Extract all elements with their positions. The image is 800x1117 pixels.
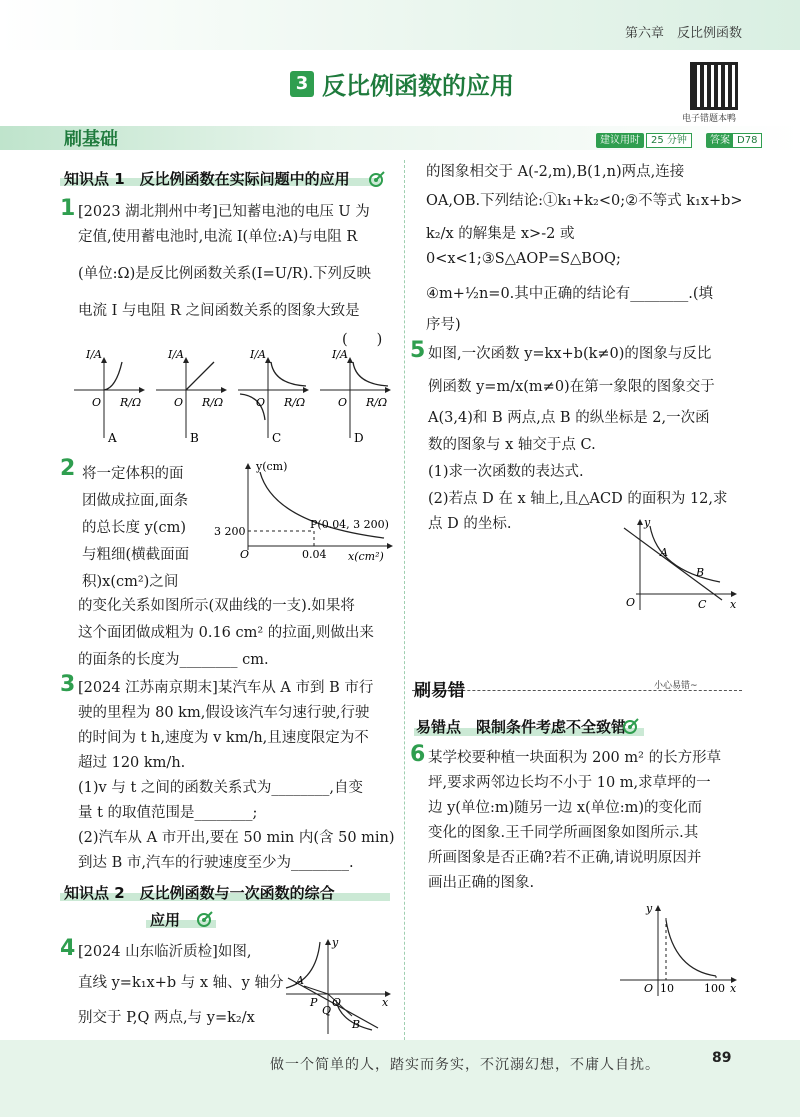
- q3-text: [78, 676, 402, 876]
- q3-line: 的时间为 t h,速度为 v km/h,且速度限定为不: [78, 730, 369, 746]
- q2-graph: [214, 458, 400, 564]
- y-axis-label: y: [644, 516, 651, 529]
- q1-line: [2023 湖北荆州中考]已知蓄电池的电压 U 为: [78, 204, 370, 220]
- q2-line: 的变化关系如图所示(双曲线的一支).如果将: [78, 598, 355, 614]
- chapter-title: 第六章 反比例函数: [624, 26, 742, 41]
- target-icon: [622, 717, 640, 735]
- x-axis-label: R/Ω: [202, 396, 224, 409]
- q4-line: ④m+½n=0.其中正确的结论有________.(填: [426, 286, 714, 302]
- section2-deco: 小心易错~: [654, 681, 698, 691]
- q5-line: (1)求一次函数的表达式.: [428, 464, 584, 480]
- q6-graph: [612, 900, 742, 1000]
- graph-a: [74, 350, 144, 445]
- footer-band: [0, 1040, 800, 1117]
- x-axis-label: x: [382, 996, 389, 1009]
- x-axis-label: x: [730, 982, 737, 995]
- q6-line: 坪,要求两邻边长均不小于 10 m,求草坪的一: [428, 775, 711, 791]
- lesson-title: [290, 66, 514, 101]
- section2-title: 刷易错: [414, 681, 465, 701]
- q2-tail: [78, 594, 400, 673]
- option-d[interactable]: D: [354, 431, 364, 445]
- q4-continued: [426, 160, 752, 338]
- point-b-label: B: [352, 1018, 361, 1031]
- q2-line: 的面条的长度为________ cm.: [78, 652, 269, 668]
- q1-graphs: [70, 350, 400, 450]
- q6-line: 边 y(单位:m)随另一边 x(单位:m)的变化而: [428, 800, 702, 816]
- qr-code-icon[interactable]: [690, 62, 738, 110]
- q1-number: 1: [60, 196, 76, 221]
- q6-number: 6: [410, 742, 426, 767]
- y-axis-label: I/A: [332, 350, 348, 361]
- column-divider: [404, 160, 405, 1040]
- q4-line: 别交于 P,Q 两点,与 y=k₂/x: [78, 1010, 255, 1026]
- y-axis-label: I/A: [250, 350, 266, 361]
- q2-line: 积)x(cm²)之间: [82, 574, 179, 590]
- x-axis-label: R/Ω: [120, 396, 142, 409]
- x-tick-label: 10: [660, 982, 674, 995]
- q3-line: (1)v 与 t 之间的函数关系式为________,自变: [78, 780, 363, 796]
- q4-line: OA,OB.下列结论:①k₁+k₂<0;②不等式 k₁x+b>: [426, 193, 743, 209]
- y-axis-label: y(cm): [256, 460, 288, 473]
- graph-c: [238, 350, 308, 445]
- page-number: 89: [712, 1050, 732, 1066]
- option-a[interactable]: A: [108, 431, 117, 445]
- answer-tag: 答案: [706, 133, 734, 148]
- origin-label: O: [256, 396, 266, 409]
- kp1-title: 知识点 1 反比例函数在实际问题中的应用: [64, 170, 350, 188]
- x-tick-label: 100: [704, 982, 725, 995]
- x-axis-label: x(cm²): [348, 550, 384, 563]
- point-a-label: A: [660, 546, 668, 559]
- origin-label: O: [92, 396, 102, 409]
- q2-line: 团做成拉面,面条: [82, 493, 189, 509]
- q6-line: 某学校要种植一块面积为 200 m² 的长方形草: [428, 750, 722, 766]
- q1-answer-bracket[interactable]: ( ): [342, 332, 383, 348]
- point-c-label: C: [698, 598, 707, 611]
- q2-text: [82, 462, 232, 595]
- q4-line: 序号): [426, 317, 461, 333]
- q4-line: 直线 y=k₁x+b 与 x 轴、y 轴分: [78, 975, 284, 991]
- kp2-title-2: 应用: [150, 911, 181, 929]
- graph-b: [156, 350, 226, 445]
- q1-line: (单位:Ω)是反比例函数关系(I=U/R).下列反映: [78, 266, 372, 282]
- q6-text: [428, 746, 754, 896]
- q6-line: 所画图象是否正确?若不正确,请说明原因并: [428, 850, 702, 866]
- graph-d: [320, 350, 390, 445]
- q5-line: A(3,4)和 B 两点,点 B 的纵坐标是 2,一次函: [428, 410, 710, 426]
- section-title: 刷基础: [64, 129, 118, 150]
- y-axis-label: y: [332, 936, 339, 949]
- origin-label: O: [626, 596, 636, 609]
- q1-line: 定值,使用蓄电池时,电流 I(单位:A)与电阻 R: [78, 229, 358, 245]
- point-b-label: B: [696, 566, 705, 579]
- x-axis-label: x: [730, 598, 737, 611]
- q2-number: 2: [60, 456, 76, 481]
- answer-value: D78: [732, 133, 762, 148]
- q1-text: [78, 200, 400, 324]
- x-tick-label: 0.04: [302, 548, 327, 561]
- q5-line: 点 D 的坐标.: [428, 516, 512, 532]
- y-tick-label: 3 200: [214, 525, 246, 538]
- q4-line: [2024 山东临沂质检]如图,: [78, 944, 252, 960]
- q3-line: 超过 120 km/h.: [78, 755, 186, 771]
- q4-graph: [282, 936, 396, 1036]
- q4-text: [78, 940, 288, 1031]
- origin-label: O: [644, 982, 654, 995]
- qr-caption: 电子错题本鸭: [682, 114, 737, 124]
- q5-line: (2)若点 D 在 x 轴上,且△ACD 的面积为 12,求: [428, 491, 728, 507]
- point-q-label: Q: [322, 1004, 332, 1017]
- footer-motto: 做一个简单的人，踏实而务实，不沉溺幻想，不庸人自扰。: [270, 1057, 660, 1073]
- target-icon: [196, 910, 214, 928]
- q6-line: 画出正确的图象.: [428, 875, 535, 891]
- q5-graph: [610, 514, 740, 614]
- point-a-label: A: [296, 974, 304, 987]
- x-axis-label: R/Ω: [284, 396, 306, 409]
- lesson-number: 3: [290, 71, 314, 97]
- option-b[interactable]: B: [190, 431, 199, 445]
- y-axis-label: y: [646, 902, 653, 915]
- y-axis-label: I/A: [168, 350, 184, 361]
- q3-number: 3: [60, 672, 76, 697]
- q1-line: 电流 I 与电阻 R 之间函数关系的图象大致是: [78, 303, 360, 319]
- q3-line: [2024 江苏南京期末]某汽车从 A 市到 B 市行: [78, 680, 374, 696]
- origin-label: O: [240, 548, 250, 561]
- kp2-title: 知识点 2 反比例函数与一次函数的综合: [64, 884, 335, 902]
- y-axis-label: I/A: [86, 350, 102, 361]
- q3-line: 驶的里程为 80 km,假设该汽车匀速行驶,行驶: [78, 705, 370, 721]
- q3-line: (2)汽车从 A 市开出,要在 50 min 内(含 50 min): [78, 830, 395, 846]
- q2-line: 的总长度 y(cm): [82, 520, 186, 536]
- origin-label: O: [332, 996, 342, 1009]
- kp3-title: 易错点 限制条件考虑不全致错: [416, 718, 627, 736]
- q5-text: [428, 342, 754, 537]
- q5-line: 数的图象与 x 轴交于点 C.: [428, 437, 596, 453]
- q2-line: 这个面团做成粗为 0.16 cm² 的拉面,则做出来: [78, 625, 374, 641]
- q3-line: 量 t 的取值范围是________;: [78, 805, 258, 821]
- origin-label: O: [338, 396, 348, 409]
- q4-line: 的图象相交于 A(-2,m),B(1,n)两点,连接: [426, 164, 685, 180]
- q2-line: 将一定体积的面: [82, 466, 184, 482]
- origin-label: O: [174, 396, 184, 409]
- q2-line: 与粗细(横截面面: [82, 547, 190, 563]
- q4-line: k₂/x 的解集是 x>-2 或 0<x<1;③S△AOP=S△BOQ;: [426, 226, 621, 267]
- time-tag: 建议用时: [596, 133, 644, 148]
- q5-number: 5: [410, 338, 426, 363]
- point-p-label: P: [310, 996, 318, 1009]
- target-icon: [368, 170, 386, 188]
- point-p-label: P(0.04, 3 200): [310, 518, 389, 531]
- q3-line: 到达 B 市,汽车的行驶速度至少为________.: [78, 855, 354, 871]
- q6-line: 变化的图象.王千同学所画图象如图所示.其: [428, 825, 699, 841]
- time-value: 25 分钟: [646, 133, 692, 148]
- q4-number: 4: [60, 936, 76, 961]
- x-axis-label: R/Ω: [366, 396, 388, 409]
- q5-line: 例函数 y=m/x(m≠0)在第一象限的图象交于: [428, 379, 715, 395]
- lesson-title-text: 反比例函数的应用: [322, 72, 514, 100]
- q5-line: 如图,一次函数 y=kx+b(k≠0)的图象与反比: [428, 346, 712, 362]
- option-c[interactable]: C: [272, 431, 282, 445]
